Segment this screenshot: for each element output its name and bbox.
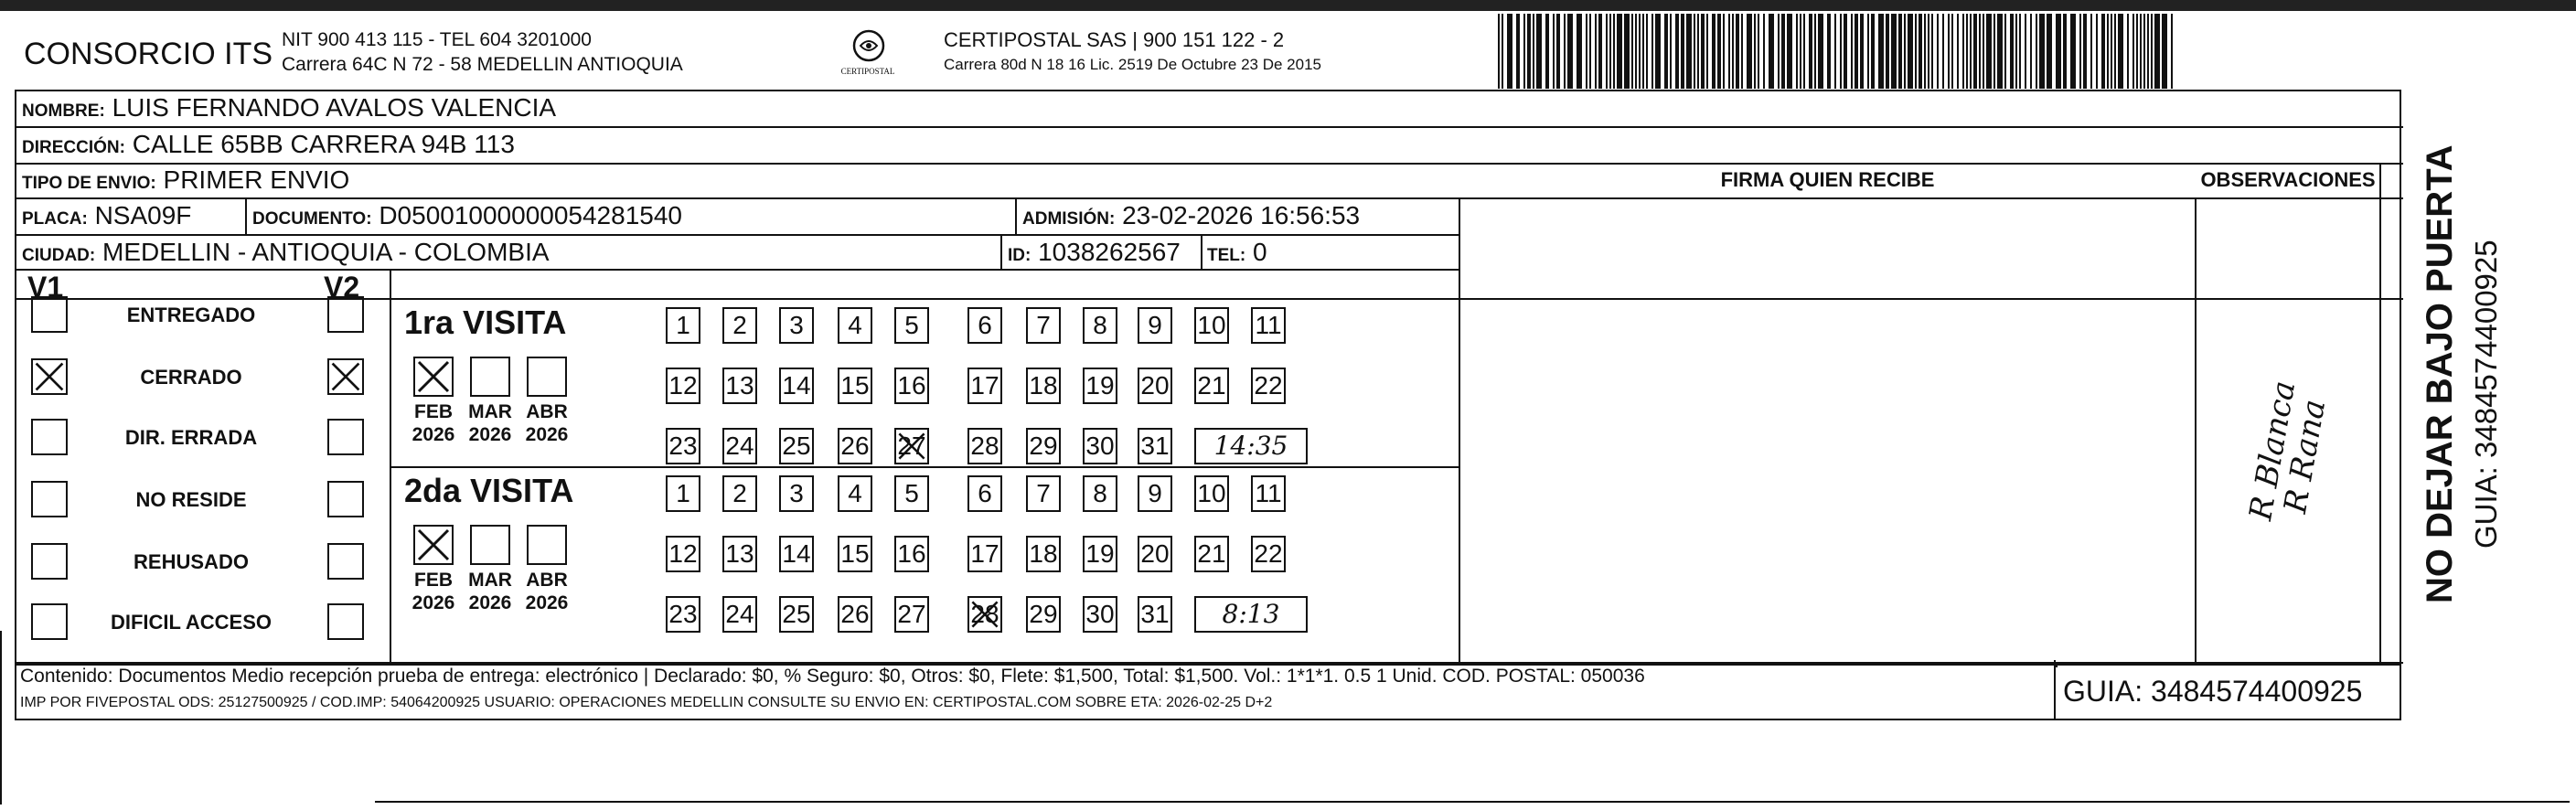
visit-1-month-label-2 [519, 569, 574, 614]
footer-imp: IMP POR FIVEPOSTAL ODS: 25127500925 / COD.IMP: 54064200925 USUARIO: OPERACIONES MEDELLIN CONSULTE SU ENVIO EN: CERTIPOSTAL.COM SOBRE ETA: 2026-02-25 D+2 [20, 695, 1273, 710]
visit-1-month-label-1 [463, 569, 518, 614]
tel-value: 0 [1253, 238, 1267, 266]
status-label-1: CERRADO [140, 366, 242, 389]
visit-1-day-18[interactable]: 18 [1026, 536, 1061, 572]
visit-1-day-2[interactable]: 2 [722, 475, 757, 512]
visit-1-month-checkbox-1[interactable] [470, 525, 510, 565]
v2-checkbox-4[interactable] [327, 543, 364, 580]
placa-field [22, 201, 191, 230]
visit-1-day-13[interactable]: 13 [722, 536, 757, 572]
tel-field [1207, 238, 1267, 267]
status-label-2: DIR. ERRADA [124, 426, 258, 449]
visit-1-day-19[interactable]: 19 [1083, 536, 1117, 572]
visit-0-day-10[interactable]: 10 [1194, 307, 1229, 344]
id-value: 1038262567 [1038, 238, 1181, 266]
v1-label: V1 [27, 271, 64, 304]
company-info [282, 27, 683, 77]
month-name: ABR [526, 570, 568, 591]
status-label-0: ENTREGADO [126, 304, 256, 326]
logo-caption: CERTIPOSTAL [840, 67, 895, 76]
visit-0-day-8[interactable]: 8 [1083, 307, 1117, 344]
observaciones-note: R Blanca R Rana [2242, 378, 2334, 524]
visit-0-month-label-1 [463, 400, 518, 446]
nombre-value: LUIS FERNANDO AVALOS VALENCIA [112, 93, 557, 122]
v2-checkbox-0[interactable] [327, 296, 364, 333]
month-year: 2026 [412, 424, 455, 445]
visit-1-day-9[interactable]: 9 [1138, 475, 1172, 512]
visit-1-day-12[interactable]: 12 [666, 536, 700, 572]
barcode [1498, 14, 2182, 89]
direccion-label: DIRECCIÓN: [22, 138, 125, 157]
ciudad-field [22, 238, 550, 267]
form-bottom-rule [15, 719, 2401, 720]
documento-field [252, 201, 682, 230]
admision-label: ADMISIÓN: [1022, 209, 1116, 229]
guide-form [15, 90, 2401, 666]
visit-1-day-8[interactable]: 8 [1083, 475, 1117, 512]
status-label-4: REHUSADO [134, 550, 249, 573]
ciudad-value: MEDELLIN - ANTIOQUIA - COLOMBIA [102, 238, 550, 266]
observaciones-header: OBSERVACIONES [2200, 168, 2376, 191]
admision-field [1022, 201, 1360, 230]
bottom-rule [375, 801, 2570, 803]
visit-0-day-7[interactable]: 7 [1026, 307, 1061, 344]
footer-guia: GUIA: 3484574400925 [2063, 675, 2363, 708]
firma-header: FIRMA QUIEN RECIBE [1720, 168, 1935, 191]
v1-checkbox-2[interactable] [31, 419, 68, 455]
month-name: MAR [468, 401, 512, 422]
direccion-value: CALLE 65BB CARRERA 94B 113 [132, 130, 515, 158]
visit-0-day-5[interactable]: 5 [894, 307, 929, 344]
visit-0-day-4[interactable]: 4 [838, 307, 872, 344]
visit-0-day-22[interactable]: 22 [1251, 368, 1286, 404]
month-name: ABR [526, 401, 568, 422]
visit-1-day-24[interactable]: 24 [722, 596, 757, 633]
visit-0-day-23[interactable]: 23 [666, 428, 700, 464]
month-name: MAR [468, 570, 512, 591]
status-label-3: NO RESIDE [135, 488, 247, 511]
visit-1-day-15[interactable]: 15 [838, 536, 872, 572]
visit-0-day-29[interactable]: 29 [1026, 428, 1061, 464]
documento-value: D05001000000054281540 [379, 201, 682, 229]
visit-1-day-23[interactable]: 23 [666, 596, 700, 633]
visit-0-day-17[interactable]: 17 [967, 368, 1002, 404]
footer-right-rule [2400, 660, 2401, 720]
placa-label: PLACA: [22, 209, 88, 229]
visit-0-day-28[interactable]: 28 [967, 428, 1002, 464]
nombre-field [22, 93, 556, 123]
visit-0-month-label-0 [406, 400, 461, 446]
placa-value: NSA09F [94, 201, 192, 229]
visit-1-day-25[interactable]: 25 [779, 596, 814, 633]
side-guia: GUIA: 3484574400925 [2469, 240, 2503, 549]
nit-line: NIT 900 413 115 - TEL 604 3201000 [282, 29, 592, 50]
visit-1-day-1[interactable]: 1 [666, 475, 700, 512]
tipo-envio-value: PRIMER ENVIO [163, 165, 350, 194]
admision-value: 23-02-2026 16:56:53 [1122, 201, 1361, 229]
v1-checkbox-3[interactable] [31, 481, 68, 517]
v2-checkbox-1[interactable] [327, 358, 364, 395]
v1-checkbox-4[interactable] [31, 543, 68, 580]
visit-1-day-17[interactable]: 17 [967, 536, 1002, 572]
v1-checkbox-0[interactable] [31, 296, 68, 333]
month-year: 2026 [412, 592, 455, 613]
month-year: 2026 [525, 424, 569, 445]
carrier-address: Carrera 80d N 18 16 Lic. 2519 De Octubre 23 De 2015 [944, 56, 1321, 73]
guia-divider [2054, 660, 2056, 719]
footer-left-rule [15, 660, 16, 720]
v2-checkbox-3[interactable] [327, 481, 364, 517]
visit-0-day-20[interactable]: 20 [1138, 368, 1172, 404]
visit-1-day-29[interactable]: 29 [1026, 596, 1061, 633]
visit-1-day-3[interactable]: 3 [779, 475, 814, 512]
visit-0-day-6[interactable]: 6 [967, 307, 1002, 344]
visit-1-month-checkbox-2[interactable] [527, 525, 567, 565]
id-label: ID: [1008, 246, 1031, 265]
visit-1-day-28[interactable]: 28 [967, 596, 1002, 633]
visit-0-month-label-2 [519, 400, 574, 446]
visit-0-day-18[interactable]: 18 [1026, 368, 1061, 404]
visit-0-day-30[interactable]: 30 [1083, 428, 1117, 464]
visit-0-day-27[interactable]: 27 [894, 428, 929, 464]
status-label-5: DIFICIL ACCESO [110, 611, 272, 634]
visit-0-month-checkbox-1[interactable] [470, 357, 510, 397]
visit-title-0: 1ra VISITA [404, 304, 567, 341]
top-rule [0, 0, 2576, 11]
visit-0-day-1[interactable]: 1 [666, 307, 700, 344]
visit-0-day-14[interactable]: 14 [779, 368, 814, 404]
visit-1-month-label-0 [406, 569, 461, 614]
visit-0-month-checkbox-0[interactable] [413, 357, 454, 397]
visit-title-1: 2da VISITA [404, 472, 574, 509]
visit-1-day-11[interactable]: 11 [1251, 475, 1286, 512]
id-field [1008, 238, 1181, 267]
company-address: Carrera 64C N 72 - 58 MEDELLIN ANTIOQUIA [282, 54, 683, 75]
visit-0-day-11[interactable]: 11 [1251, 307, 1286, 344]
month-year: 2026 [468, 592, 512, 613]
visit-0-day-25[interactable]: 25 [779, 428, 814, 464]
visit-1-day-7[interactable]: 7 [1026, 475, 1061, 512]
left-rule [0, 631, 2, 805]
visit-1-day-21[interactable]: 21 [1194, 536, 1229, 572]
ciudad-label: CIUDAD: [22, 246, 96, 265]
side-warning: NO DEJAR BAJO PUERTA [2420, 144, 2460, 603]
visit-1-day-22[interactable]: 22 [1251, 536, 1286, 572]
visit-1-day-4[interactable]: 4 [838, 475, 872, 512]
month-name: FEB [414, 570, 453, 591]
tipo-envio-field [22, 165, 349, 195]
tipo-envio-label: TIPO DE ENVIO: [22, 174, 156, 193]
visit-1-day-31[interactable]: 31 [1138, 596, 1172, 633]
carrier-name: CERTIPOSTAL SAS | 900 151 122 - 2 [944, 28, 1285, 51]
month-name: FEB [414, 401, 453, 422]
visit-0-day-15[interactable]: 15 [838, 368, 872, 404]
visit-0-month-checkbox-2[interactable] [527, 357, 567, 397]
direccion-field [22, 130, 515, 159]
visit-0-day-24[interactable]: 24 [722, 428, 757, 464]
visit-0-day-31[interactable]: 31 [1138, 428, 1172, 464]
visit-0-day-12[interactable]: 12 [666, 368, 700, 404]
visit-1-time[interactable]: 8:13 [1194, 596, 1308, 633]
visit-1-day-6[interactable]: 6 [967, 475, 1002, 512]
visit-0-day-16[interactable]: 16 [894, 368, 929, 404]
v2-label: V2 [324, 271, 360, 304]
visit-1-day-20[interactable]: 20 [1138, 536, 1172, 572]
visit-0-day-9[interactable]: 9 [1138, 307, 1172, 344]
nombre-label: NOMBRE: [22, 101, 105, 121]
v2-checkbox-2[interactable] [327, 419, 364, 455]
v1-checkbox-1[interactable] [31, 358, 68, 395]
visit-1-day-30[interactable]: 30 [1083, 596, 1117, 633]
visit-1-day-14[interactable]: 14 [779, 536, 814, 572]
visit-1-day-26[interactable]: 26 [838, 596, 872, 633]
company-name: CONSORCIO ITS [24, 37, 273, 71]
visit-1-day-5[interactable]: 5 [894, 475, 929, 512]
visit-0-time[interactable]: 14:35 [1194, 428, 1308, 464]
visit-1-day-27[interactable]: 27 [894, 596, 929, 633]
visit-0-day-3[interactable]: 3 [779, 307, 814, 344]
visit-1-day-16[interactable]: 16 [894, 536, 929, 572]
month-year: 2026 [468, 424, 512, 445]
month-year: 2026 [525, 592, 569, 613]
visit-0-day-19[interactable]: 19 [1083, 368, 1117, 404]
visit-1-month-checkbox-0[interactable] [413, 525, 454, 565]
footer-content: Contenido: Documentos Medio recepción prueba de entrega: electrónico | Declarado: $0, % Seguro: $0, Otros: $0, Flete: $1,500, Total: $1,500. Vol.: 1*1*1. 0.5 1 Unid. COD. POSTAL: 050036 [20, 666, 1645, 687]
v1-checkbox-5[interactable] [31, 603, 68, 640]
visit-0-day-13[interactable]: 13 [722, 368, 757, 404]
visit-0-day-21[interactable]: 21 [1194, 368, 1229, 404]
documento-label: DOCUMENTO: [252, 209, 372, 229]
visit-1-day-10[interactable]: 10 [1194, 475, 1229, 512]
v2-checkbox-5[interactable] [327, 603, 364, 640]
visit-0-day-2[interactable]: 2 [722, 307, 757, 344]
visit-0-day-26[interactable]: 26 [838, 428, 872, 464]
carrier-info [944, 27, 1321, 77]
tel-label: TEL: [1207, 246, 1246, 265]
